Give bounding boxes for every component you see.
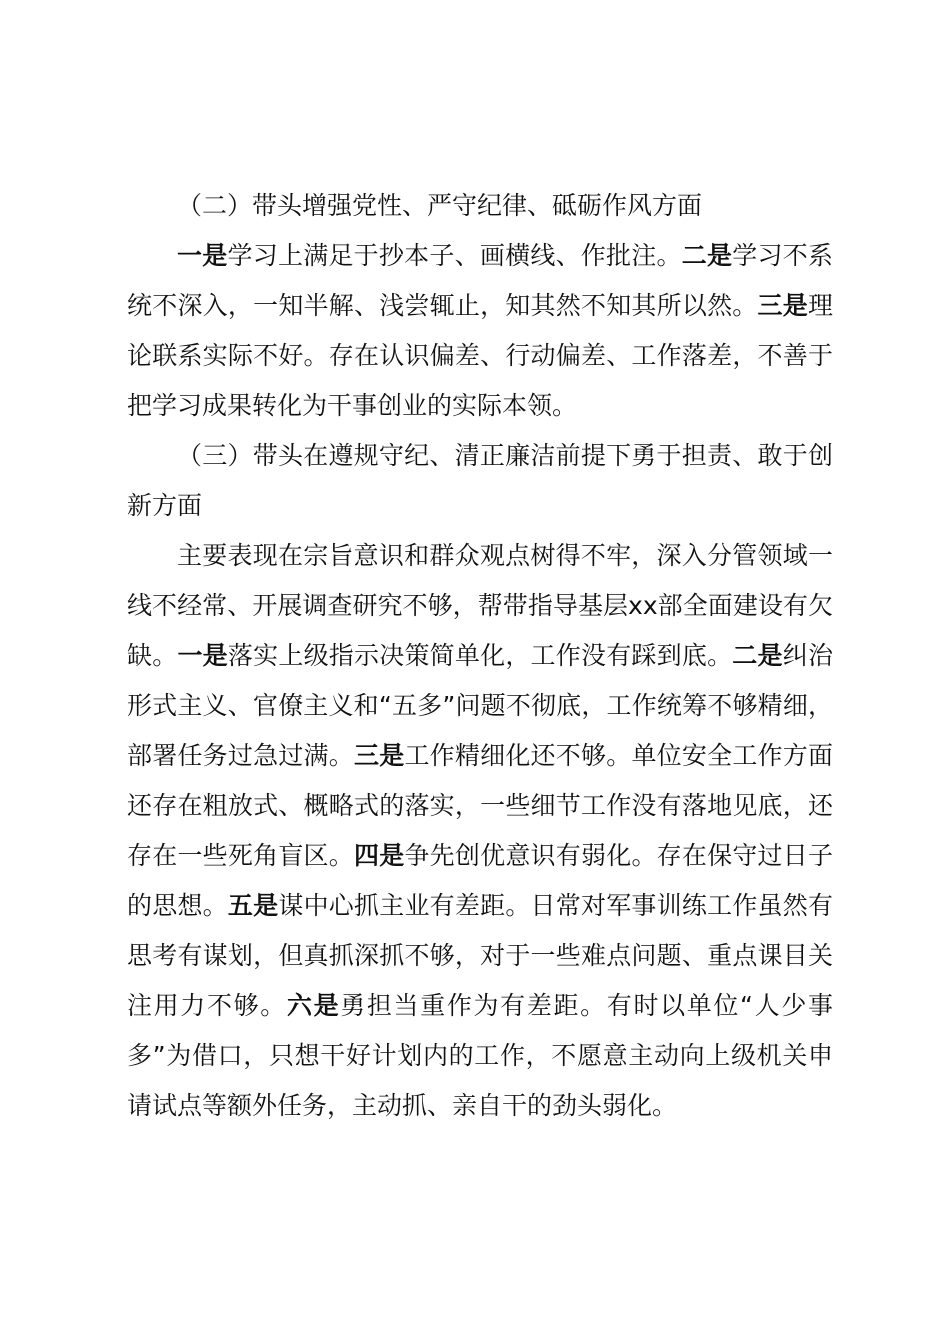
point-marker: 三是 xyxy=(757,291,808,320)
paragraph-text: 工作精细化还不够。单位安全工作方面还存在粗放式、概略式的落实，一些细节工作没有落地见底，还存在一些死角盲区。 xyxy=(127,741,833,870)
paragraph-text: 谋中心抓主业有差距。日常对军事训练工作虽然有思考有谋划，但真抓深抓不够，对于一些难点问题、重点课目关注用力不够。 xyxy=(127,891,833,1020)
paragraph-text: 学习不系统不深入，一知半解、浅尝辄止，知其然不知其所以然。 xyxy=(127,241,833,320)
paragraph-text: 争先创优意识有弱化。存在保守过日子的思想。 xyxy=(127,841,833,920)
section-heading-2 xyxy=(127,181,833,231)
body-paragraph-1 xyxy=(127,231,833,431)
document-page xyxy=(127,181,833,1131)
paragraph-text: 纠治形式主义、官僚主义和“五多”问题不彻底，工作统筹不够精细，部署任务过急过满。 xyxy=(127,641,833,770)
paragraph-text: 理论联系实际不好。存在认识偏差、行动偏差、工作落差，不善于把学习成果转化为干事创业的实际本领。 xyxy=(127,291,833,420)
section-heading-3 xyxy=(127,431,833,531)
paragraph-text: 勇担当重作为有差距。有时以单位“人少事多”为借口，只想干好计划内的工作，不愿意主动向上级机关申请试点等额外任务，主动抓、亲自干的劲头弱化。 xyxy=(127,991,833,1120)
paragraph-text: 学习上满足于抄本子、画横线、作批注。 xyxy=(227,241,682,270)
point-marker: 三是 xyxy=(354,741,405,770)
point-marker: 六是 xyxy=(286,991,341,1020)
point-marker: 二是 xyxy=(732,641,783,670)
point-marker: 一是 xyxy=(177,641,228,670)
point-marker: 四是 xyxy=(354,841,405,870)
point-marker: 二是 xyxy=(681,241,733,270)
heading-text: （二）带头增强党性、严守纪律、砥砺作风方面 xyxy=(177,191,703,220)
point-marker: 一是 xyxy=(177,241,228,270)
point-marker: 五是 xyxy=(227,891,279,920)
body-paragraph-2 xyxy=(127,531,833,1131)
heading-text: （三）带头在遵规守纪、清正廉洁前提下勇于担责、敢于创新方面 xyxy=(127,441,833,520)
paragraph-text: 主要表现在宗旨意识和群众观点树得不牢，深入分管领域一线不经常、开展调查研究不够，帮带指导基层xx部全面建设有欠缺。 xyxy=(127,541,833,670)
paragraph-text: 落实上级指示决策简单化，工作没有踩到底。 xyxy=(227,641,733,670)
